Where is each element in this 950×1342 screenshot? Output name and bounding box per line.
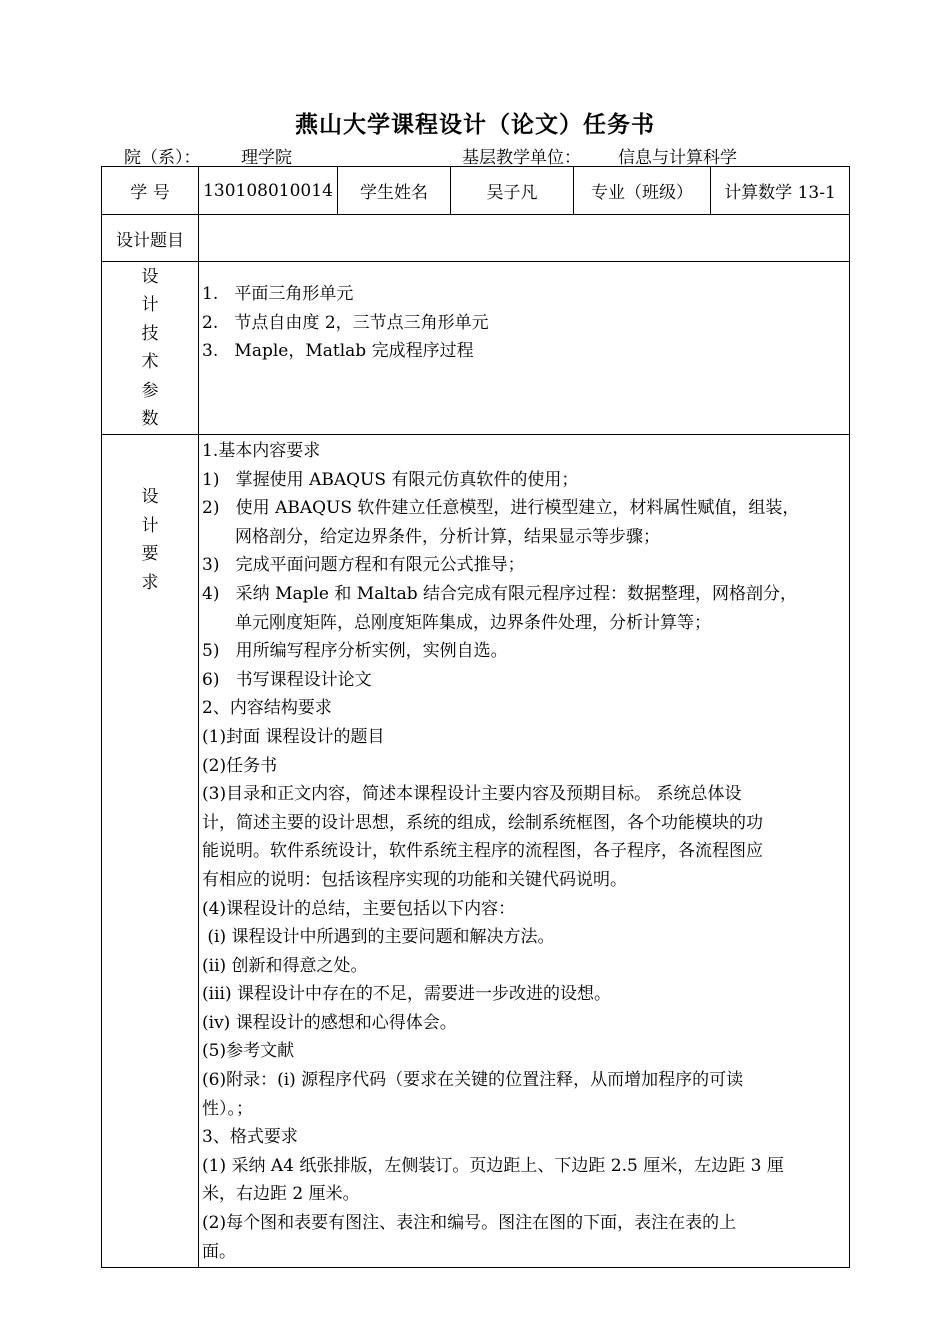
req-line: 1.基本内容要求 xyxy=(202,441,321,461)
topic-row xyxy=(102,215,850,262)
requirements-label xyxy=(102,435,199,1268)
req-label-char: 计 xyxy=(141,515,159,536)
tech-label-char: 数 xyxy=(141,409,159,429)
tech-params-list xyxy=(199,262,850,435)
tech-item: 2. 节点自由度 2，三节点三角形单元 xyxy=(202,312,489,333)
req-line: 计，简述主要的设计思想，系统的组成，绘制系统框图，各个功能模块的功 xyxy=(202,812,763,833)
req-line: (ii) 创新和得意之处。 xyxy=(202,955,368,976)
tech-label-char: 术 xyxy=(141,352,159,372)
document-title: 燕山大学课程设计（论文）任务书 xyxy=(295,111,655,138)
req-line: 2、内容结构要求 xyxy=(202,698,332,719)
tech-label-char: 技 xyxy=(141,323,159,344)
req-line: 面。 xyxy=(202,1241,236,1262)
req-line: 5) 用所编写程序分析实例，实例自选。 xyxy=(202,641,508,662)
student-info-row xyxy=(102,167,850,215)
req-line: 网格剖分，给定边界条件，分析计算，结果显示等步骤； xyxy=(235,526,660,547)
req-line: 米，右边距 2 厘米。 xyxy=(202,1184,360,1205)
req-label-char: 求 xyxy=(141,572,159,593)
topic-value xyxy=(199,215,850,262)
req-line: 6) 书写课程设计论文 xyxy=(202,669,372,690)
major-value: 计算数学 13-1 xyxy=(711,167,850,215)
req-line: 单元刚度矩阵，总刚度矩阵集成，边界条件处理，分析计算等； xyxy=(235,612,711,633)
req-label-char: 设 xyxy=(141,487,159,507)
requirements-row xyxy=(102,435,850,1268)
unit-label: 基层教学单位： xyxy=(462,148,581,168)
header-meta xyxy=(124,143,844,168)
req-line: 能说明。软件系统设计，软件系统主程序的流程图，各子程序，各流程图应 xyxy=(202,841,763,862)
req-line: 3) 完成平面问题方程和有限元公式推导； xyxy=(202,555,525,576)
student-id-value: 130108010014 xyxy=(199,167,338,215)
req-line: (5)参考文献 xyxy=(202,1041,295,1062)
req-line: 性）。； xyxy=(202,1098,253,1119)
student-id-label: 学 号 xyxy=(102,167,199,215)
student-name-label: 学生姓名 xyxy=(338,167,451,215)
topic-label: 设计题目 xyxy=(102,215,199,262)
req-line: 3、格式要求 xyxy=(202,1127,298,1148)
unit-value: 信息与计算科学 xyxy=(618,148,737,168)
req-line: 2) 使用 ABAQUS 软件建立任意模型，进行模型建立，材料属性赋值，组装， xyxy=(202,498,800,519)
requirements-content xyxy=(199,435,850,1268)
req-line: 有相应的说明：包括该程序实现的功能和关键代码说明。 xyxy=(202,869,627,890)
req-line: (2)每个图和表要有图注、表注和编号。图注在图的下面，表注在表的上 xyxy=(202,1213,737,1234)
student-name-value: 吴子凡 xyxy=(451,167,574,215)
tech-label-char: 设 xyxy=(141,266,159,287)
req-line: (i) 课程设计中所遇到的主要问题和解决方法。 xyxy=(202,927,555,948)
req-line: (iii) 课程设计中存在的不足，需要进一步改进的设想。 xyxy=(202,984,611,1005)
req-line: 1) 掌握使用 ABAQUS 有限元仿真软件的使用； xyxy=(202,469,579,490)
req-line: 4) 采纳 Maple 和 Maltab 结合完成有限元程序过程：数据整理，网格剖分， xyxy=(202,583,798,604)
dept-label: 院（系）： xyxy=(124,148,201,168)
req-line: (1)封面 课程设计的题目 xyxy=(202,726,385,747)
tech-params-row xyxy=(102,262,850,435)
tech-label-char: 计 xyxy=(141,295,159,315)
task-table xyxy=(101,166,850,1268)
tech-params-label xyxy=(102,262,199,435)
req-line: (1) 采纳 A4 纸张排版，左侧装订。页边距上、下边距 2.5 厘米，左边距 3 厘 xyxy=(202,1155,784,1176)
tech-item: 3. Maple，Matlab 完成程序过程 xyxy=(202,341,474,362)
req-line: (4)课程设计的总结，主要包括以下内容： xyxy=(202,898,516,919)
tech-item: 1. 平面三角形单元 xyxy=(202,284,354,304)
dept-value: 理学院 xyxy=(241,148,292,168)
major-label: 专业（班级） xyxy=(574,167,711,215)
req-line: (6)附录：(i) 源程序代码（要求在关键的位置注释，从而增加程序的可读 xyxy=(202,1070,744,1091)
req-line: (iv) 课程设计的感想和心得体会。 xyxy=(202,1012,457,1033)
req-label-char: 要 xyxy=(141,544,159,564)
req-line: (2)任务书 xyxy=(202,755,278,776)
req-line: (3)目录和正文内容，简述本课程设计主要内容及预期目标。 系统总体设 xyxy=(202,784,742,805)
tech-label-char: 参 xyxy=(141,380,159,401)
